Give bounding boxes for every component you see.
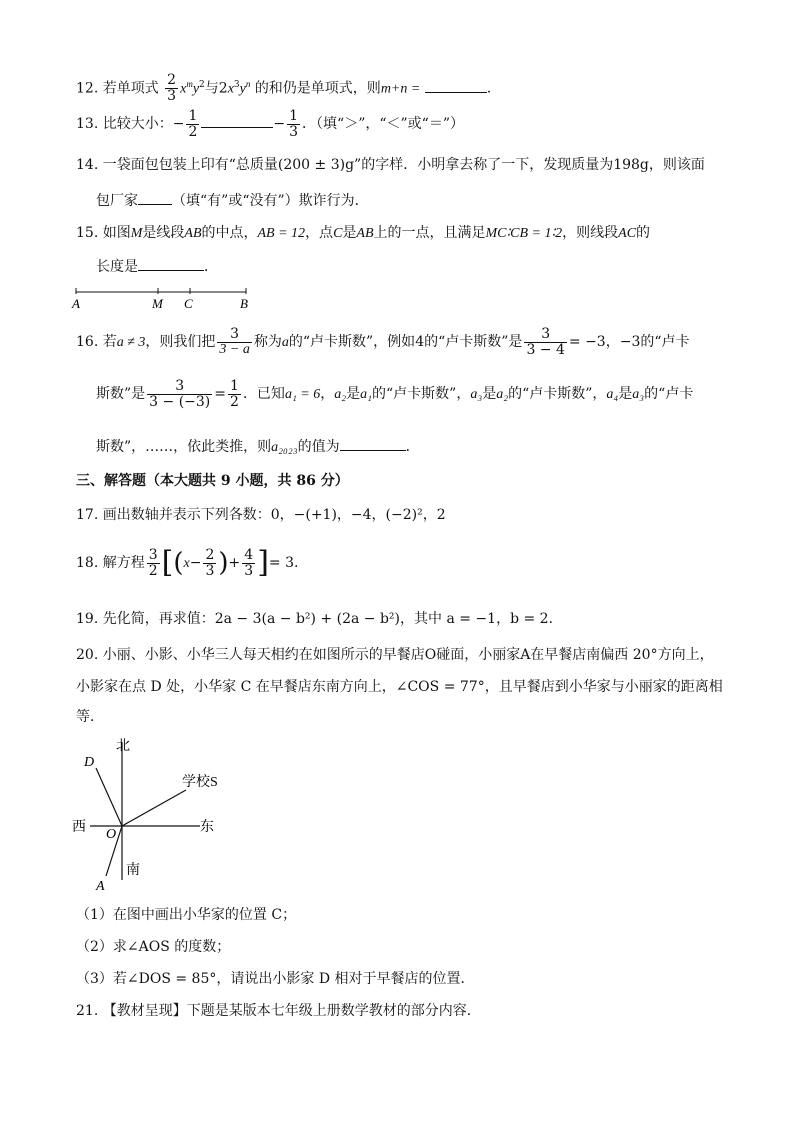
- label-south: 南: [126, 863, 140, 878]
- question-17: 17. 画出数轴并表示下列各数：0，−(+1)，−4，(−2)²，2: [76, 507, 446, 523]
- label-west: 西: [72, 820, 86, 835]
- label-C: C: [184, 296, 193, 311]
- label-D: D: [84, 755, 95, 770]
- answer-blank[interactable]: [138, 204, 172, 205]
- question-16: 16. 若a ≠ 3，则我们把 $\frac{3}{3 - a}$ 称为a的“卢卡斯数”，例如4的“卢卡斯数”是 $\frac{3}{3 - 4}$ = −3，−3的“卢卡: [76, 325, 690, 358]
- question-15-line2: 长度是 ．: [96, 259, 218, 275]
- ray-OS: [122, 790, 186, 826]
- label-A: A: [96, 879, 105, 894]
- question-13: 13. 比较大小：− $\frac{1}{2}$ − $\frac{1}{3}$ ．（填“＞”，“＜”或“＝”）: [76, 107, 464, 140]
- question-20-line2: 小影家在点 D 处，小华家 C 在早餐店东南方向上，∠COS = 77°，且早餐店到小华家与小丽家的距离相: [76, 679, 723, 695]
- question-21: 21. 【教材呈现】下题是某版本七年级上册数学教材的部分内容．: [76, 1003, 481, 1019]
- question-12: 12. 若单项式 $\frac{2}{3}$ $x^my^2$与$2x^3y^n$ 的和仍是单项式，则m+n = .: [76, 72, 492, 105]
- label-B: B: [240, 296, 248, 311]
- fraction-2-3: $\frac{2}{3}$: [167, 72, 177, 105]
- label-east: 东: [200, 820, 214, 835]
- label-A: A: [72, 296, 80, 311]
- question-18: 18. 解方程 $\frac{3}{2}$ [(x− $\frac{2}{3}$ )+ $\frac{4}{3}$ ]= 3.: [76, 545, 299, 580]
- question-16-line2: 斯数”是 $\frac{3}{3 - (-3)}$ = $\frac{1}{2}$ ．已知a₁ = 6，a₂是a₁的“卢卡斯数”，a₃是a₂的“卢卡斯数”，a₄是a₃的“卢卡: [96, 377, 694, 410]
- section-header: 三、解答题（本大题共 9 小题，共 86 分）: [76, 473, 349, 489]
- label-school: 学校S: [182, 775, 218, 790]
- answer-blank[interactable]: [201, 127, 273, 128]
- ray-OD: [96, 768, 122, 826]
- question-15: 15. 如图M是线段AB的中点，AB = 12，点C是AB上的一点，且满足MC∶CB = 1∶2，则线段AC的: [76, 225, 651, 241]
- question-20-sub2: （2）求∠AOS 的度数；: [76, 939, 231, 955]
- question-14: 14. 一袋面包包装上印有“总质量(200 ± 3)g”的字样．小明拿去称了一下，发现质量为198g，则该面: [76, 157, 705, 173]
- question-number: 12.: [76, 80, 99, 97]
- answer-blank[interactable]: [138, 270, 204, 271]
- question-20: 20. 小丽、小影、小华三人每天相约在如图所示的早餐店O碰面，小丽家A在早餐店南偏西 20°方向上，: [76, 647, 714, 663]
- label-M: M: [152, 296, 163, 311]
- answer-blank[interactable]: [340, 450, 406, 451]
- question-16-line3: 斯数”，……，依此类推，则a₂₀₂₃的值为 ．: [96, 439, 420, 455]
- question-20-sub1: （1）在图中画出小华家的位置 C；: [76, 907, 297, 923]
- question-19: 19. 先化简，再求值：2a − 3(a − b²) + (2a − b²)，其中 a = −1，b = 2．: [76, 611, 563, 627]
- answer-blank[interactable]: [425, 92, 487, 93]
- question-20-line3: 等．: [76, 709, 104, 725]
- compass-diagram: [60, 730, 250, 900]
- label-O: O: [106, 827, 117, 842]
- label-north: 北: [116, 739, 130, 754]
- question-20-sub3: （3）若∠DOS = 85°，请说出小影家 D 相对于早餐店的位置．: [76, 971, 475, 987]
- segment-diagram: [70, 284, 260, 312]
- question-14-line2: 包厂家 （填“有”或“没有”）欺诈行为．: [96, 193, 369, 209]
